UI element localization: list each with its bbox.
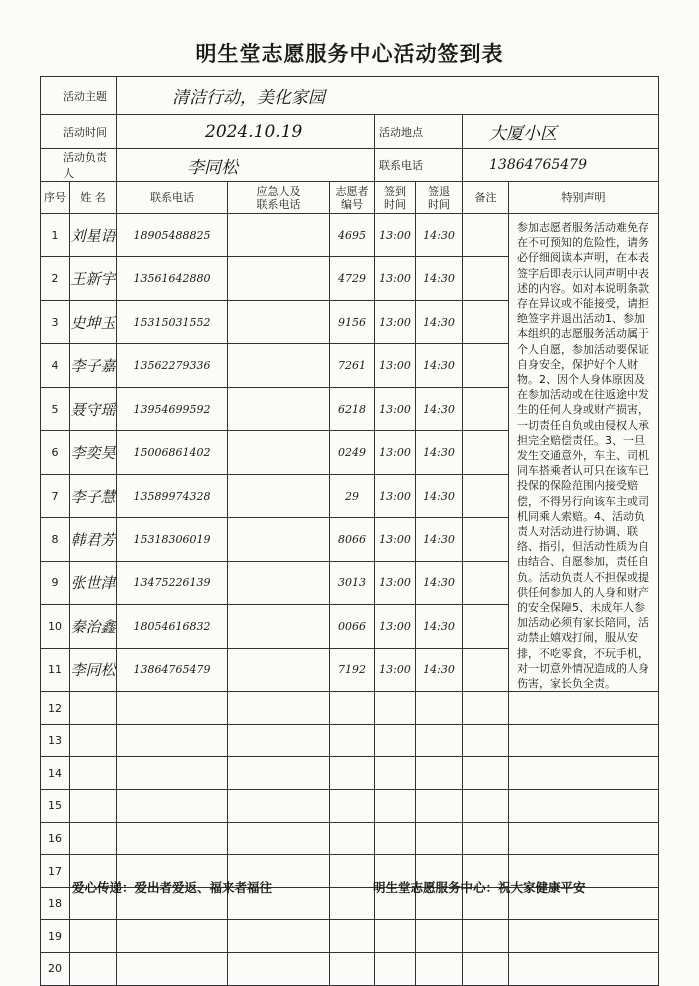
row-emergency [228,431,330,474]
row-name: 李奕昊 [70,431,117,474]
leader-label: 活动负责人 [41,149,117,182]
row-emergency [228,387,330,430]
row-emergency [228,790,330,823]
row-vol-id [330,757,375,790]
table-row [41,757,659,790]
row-vol-id: 3013 [330,561,375,604]
row-remark [463,257,509,300]
row-remark [463,692,509,725]
table-row [41,822,659,855]
footer-left: 爱心传递：爱出者爱返、福来者福往 [72,880,273,895]
row-remark [463,920,509,953]
row-remark [463,214,509,257]
row-phone: 13589974328 [117,474,228,517]
row-phone [117,724,228,757]
row-remark [463,605,509,648]
time-text: 2024.10.19 [205,121,303,142]
row-phone: 18905488825 [117,214,228,257]
sign-in-table [40,76,659,986]
row-phone [117,953,228,986]
row-vol-id: 8066 [330,518,375,561]
row-sign-in: 13:00 [375,300,416,343]
location-label: 活动地点 [375,115,463,149]
statement-empty-cell [509,920,659,953]
phone-value [463,149,659,182]
row-sign-out [416,724,463,757]
row-sign-in [375,790,416,823]
header-vol-id: 志愿者 编号 [330,182,375,214]
row-remark [463,431,509,474]
row-name: 李同松 [70,648,117,692]
row-sign-in: 13:00 [375,431,416,474]
statement-empty-cell [509,822,659,855]
row-phone: 13475226139 [117,561,228,604]
row-emergency [228,518,330,561]
row-sign-in: 13:00 [375,605,416,648]
row-emergency [228,214,330,257]
row-emergency [228,692,330,725]
row-name [70,724,117,757]
row-sign-in: 13:00 [375,387,416,430]
row-emergency [228,822,330,855]
row-vol-id: 6218 [330,387,375,430]
row-sign-out: 14:30 [416,518,463,561]
row-vol-id: 0249 [330,431,375,474]
row-vol-id [330,724,375,757]
row-phone [117,920,228,953]
row-name [70,953,117,986]
row-sign-in: 13:00 [375,257,416,300]
row-sign-out: 14:30 [416,257,463,300]
row-remark [463,953,509,986]
row-sign-out: 14:30 [416,344,463,387]
row-name [70,822,117,855]
row-sign-in: 13:00 [375,648,416,692]
row-seq: 13 [41,724,70,757]
row-phone [117,822,228,855]
row-remark [463,518,509,561]
row-vol-id [330,822,375,855]
location-text: 大厦小区 [489,124,557,144]
row-remark [463,300,509,343]
row-seq: 6 [41,431,70,474]
row-name [70,790,117,823]
row-remark [463,757,509,790]
row-phone: 13562279336 [117,344,228,387]
row-seq: 9 [41,561,70,604]
row-name: 李子慧 [70,474,117,517]
header-sign-out: 签退 时间 [416,182,463,214]
header-sign-in: 签到 时间 [375,182,416,214]
row-sign-out: 14:30 [416,300,463,343]
row-name [70,757,117,790]
table-row [41,790,659,823]
row-sign-in [375,692,416,725]
location-value [463,115,659,149]
row-phone: 13561642880 [117,257,228,300]
row-name [70,692,117,725]
row-seq: 14 [41,757,70,790]
row-vol-id: 7261 [330,344,375,387]
row-vol-id [330,920,375,953]
leader-value [117,149,375,182]
row-remark [463,474,509,517]
footer-right: 明生堂志愿服务中心：祝大家健康平安 [373,880,586,895]
row-remark [463,724,509,757]
phone-label: 联系电话 [375,149,463,182]
statement-empty-cell [509,724,659,757]
row-sign-in: 13:00 [375,214,416,257]
header-statement: 特别声明 [509,182,659,214]
row-sign-in: 13:00 [375,474,416,517]
row-sign-in: 13:00 [375,518,416,561]
row-name: 聂守瑶 [70,387,117,430]
row-sign-out: 14:30 [416,648,463,692]
row-sign-out [416,953,463,986]
special-statement: 参加志愿者服务活动难免存在不可预知的危险性，请务必仔细阅读本声明，在本表签字后即表示认同声明中表述的内容。如对本说明条款存在异议或不能接受，请拒绝签字并退出活动1、参加本组织的志愿服务活动属于个人自愿，参加活动要保证自身安全，保护好个人财物。2、因个人身体原因及在参加活动或在往返途中发生的任何人身或财产损害，一切责任自负或由侵权人承担完全赔偿责任。3、一旦发生交通意外，车主、司机同车搭乘者认可只在该车已投保的保险范围内接受赔偿，不得另行向该车主或司机同乘人索赔。4、活动负责人对活动进行协调、联络、指引，但活动性质为自由结合、自愿参加，责任自负。活动负责人不担保或提供任何参加人的人身和财产的安全保障5、未成年人参加活动必须有家长陪同，活动禁止嬉戏打闹，服从安排，不吃零食，不玩手机，对一切意外情况造成的人身伤害，家长负全责。 [509,214,659,692]
row-phone [117,790,228,823]
phone-text: 13864765479 [489,157,587,173]
row-phone: 18054616832 [117,605,228,648]
row-phone [117,692,228,725]
row-seq: 16 [41,822,70,855]
table-row [41,920,659,953]
row-name: 张世津 [70,561,117,604]
row-emergency [228,300,330,343]
row-seq: 3 [41,300,70,343]
row-seq: 5 [41,387,70,430]
page-title: 明生堂志愿服务中心活动签到表 [195,42,504,66]
table-row [41,724,659,757]
row-emergency [228,648,330,692]
row-sign-in [375,822,416,855]
row-sign-out [416,822,463,855]
row-emergency [228,605,330,648]
row-seq: 15 [41,790,70,823]
row-sign-out [416,757,463,790]
row-sign-out: 14:30 [416,474,463,517]
row-remark [463,344,509,387]
row-phone: 15006861402 [117,431,228,474]
row-emergency [228,757,330,790]
row-sign-in: 13:00 [375,561,416,604]
row-emergency [228,474,330,517]
table-row [41,692,659,725]
row-vol-id [330,855,375,888]
row-vol-id: 0066 [330,605,375,648]
row-seq: 10 [41,605,70,648]
theme-value [117,77,659,115]
row-remark [463,648,509,692]
row-remark [463,790,509,823]
statement-empty-cell [509,757,659,790]
header-emergency: 应急人及 联系电话 [228,182,330,214]
row-seq: 7 [41,474,70,517]
row-vol-id [330,887,375,920]
row-seq: 20 [41,953,70,986]
leader-text: 李同松 [187,157,238,178]
row-vol-id: 4695 [330,214,375,257]
row-phone: 13954699592 [117,387,228,430]
row-vol-id: 7192 [330,648,375,692]
statement-empty-cell [509,790,659,823]
row-remark [463,387,509,430]
row-sign-in [375,920,416,953]
table-row [41,214,659,257]
row-sign-out: 14:30 [416,431,463,474]
row-sign-in [375,724,416,757]
row-seq: 2 [41,257,70,300]
row-vol-id: 4729 [330,257,375,300]
row-vol-id: 29 [330,474,375,517]
statement-empty-cell [509,692,659,725]
row-name: 史坤玉 [70,300,117,343]
row-emergency [228,953,330,986]
header-remark: 备注 [463,182,509,214]
row-emergency [228,344,330,387]
time-label: 活动时间 [41,115,117,149]
row-emergency [228,257,330,300]
row-emergency [228,561,330,604]
row-sign-in [375,757,416,790]
row-name: 韩君芳 [70,518,117,561]
theme-label: 活动主题 [41,77,117,115]
row-remark [463,822,509,855]
row-phone: 15318306019 [117,518,228,561]
row-sign-out [416,920,463,953]
row-vol-id [330,953,375,986]
row-emergency [228,724,330,757]
row-vol-id [330,692,375,725]
header-phone: 联系电话 [117,182,228,214]
row-vol-id [330,790,375,823]
header-seq: 序号 [41,182,70,214]
row-seq: 12 [41,692,70,725]
theme-text: 清洁行动，美化家园 [172,88,325,108]
row-name: 王新宇 [70,257,117,300]
row-seq: 17 [41,855,70,888]
row-phone: 15315031552 [117,300,228,343]
row-sign-out: 14:30 [416,605,463,648]
row-seq: 11 [41,648,70,692]
row-seq: 4 [41,344,70,387]
table-row [41,953,659,986]
row-sign-out [416,692,463,725]
row-phone: 13864765479 [117,648,228,692]
row-sign-in [375,953,416,986]
row-sign-out: 14:30 [416,561,463,604]
row-sign-out: 14:30 [416,214,463,257]
row-vol-id: 9156 [330,300,375,343]
row-name: 李子嘉 [70,344,117,387]
statement-empty-cell [509,953,659,986]
row-sign-out: 14:30 [416,387,463,430]
row-sign-in: 13:00 [375,344,416,387]
row-remark [463,561,509,604]
time-value [117,115,375,149]
row-name: 刘星语 [70,214,117,257]
row-emergency [228,920,330,953]
row-sign-out [416,790,463,823]
row-name: 秦治鑫 [70,605,117,648]
row-seq: 1 [41,214,70,257]
row-seq: 8 [41,518,70,561]
row-phone [117,757,228,790]
row-name [70,920,117,953]
row-seq: 19 [41,920,70,953]
row-seq: 18 [41,887,70,920]
header-name: 姓 名 [70,182,117,214]
